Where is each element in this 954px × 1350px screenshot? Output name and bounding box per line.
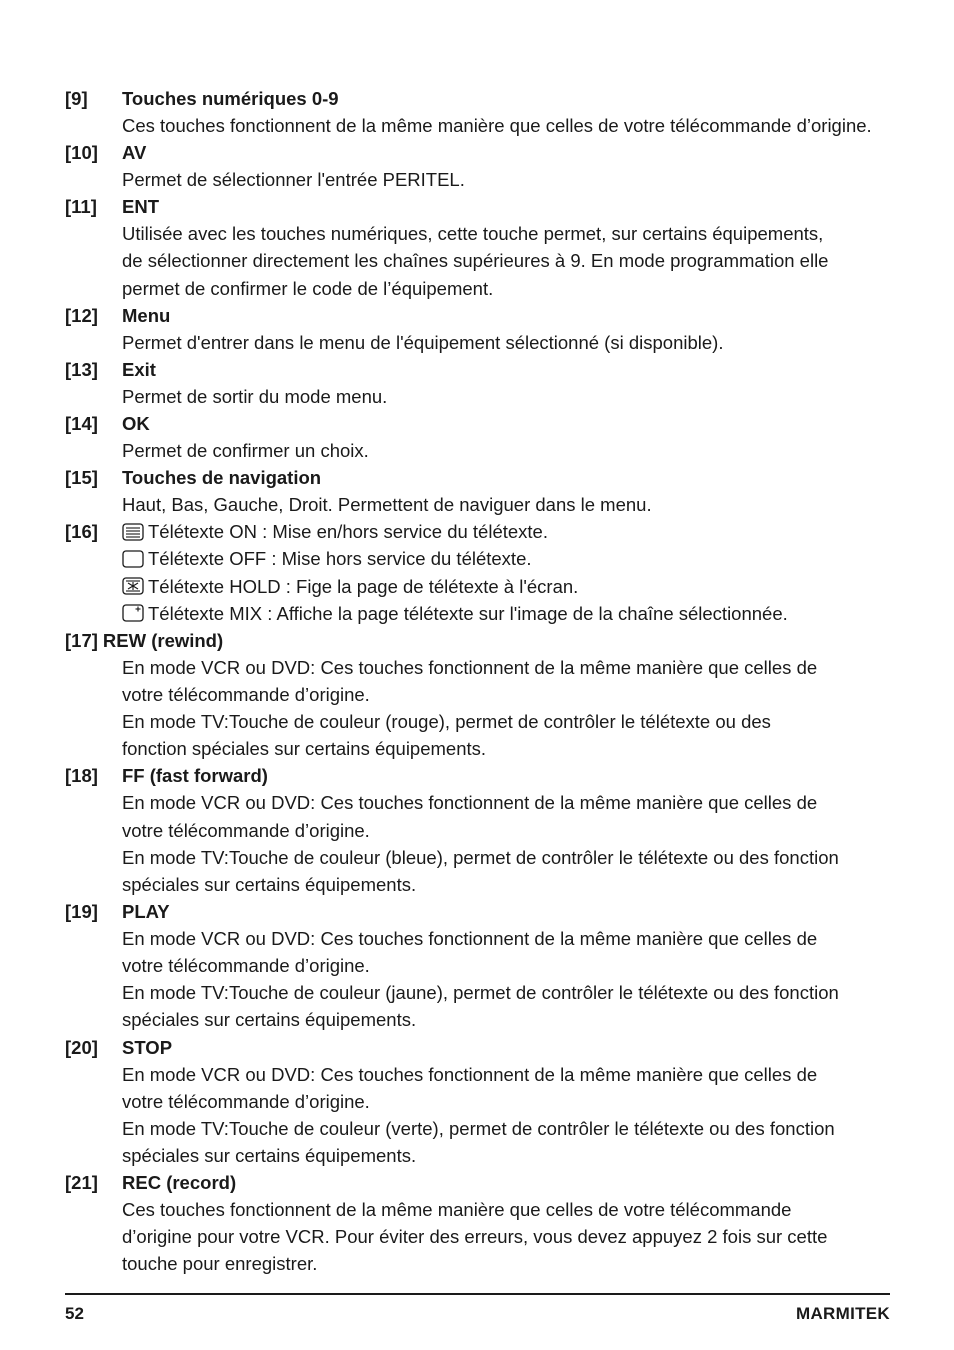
entry-heading	[65, 356, 895, 383]
entry-description-line: En mode VCR ou DVD: Ces touches fonctionnent de la même manière que celles de	[122, 792, 818, 814]
entry-number: [9]	[65, 88, 88, 109]
entry-description-line: spéciales sur certains équipements.	[122, 1009, 417, 1031]
key-entry	[65, 762, 895, 898]
key-entry	[65, 898, 895, 1034]
key-entry	[65, 193, 895, 301]
entry-heading	[65, 1169, 895, 1196]
brand-name: MARMITEK	[796, 1304, 890, 1323]
entry-heading	[65, 1034, 895, 1061]
entry-description-line: Ces touches fonctionnent de la même manière que celles de votre télécommande d’origine.	[122, 115, 872, 136]
key-entry	[65, 356, 895, 410]
entry-number: [12]	[65, 304, 98, 326]
entry-description-line: En mode VCR ou DVD: Ces touches fonctionnent de la même manière que celles de	[122, 1063, 818, 1085]
entry-heading	[65, 139, 895, 166]
teletext-description: Télétexte OFF : Mise hors service du télétexte.	[148, 548, 532, 570]
key-entry	[65, 410, 895, 464]
entry-title: STOP	[122, 1036, 173, 1058]
entry-number: [14]	[65, 412, 98, 434]
entry-description-line: Permet de sélectionner l'entrée PERITEL.	[122, 169, 465, 191]
entry-title: REW (rewind)	[102, 629, 224, 651]
entry-description-line: votre télécommande d’origine.	[122, 683, 370, 705]
entry-number: [19]	[65, 900, 98, 922]
key-entry	[65, 85, 895, 139]
entry-title: Menu	[122, 304, 171, 326]
entry-heading	[65, 193, 895, 220]
entry-number: [16]	[65, 521, 98, 543]
entry-title: FF (fast forward)	[122, 765, 268, 787]
entry-heading	[65, 898, 895, 925]
entry-title: ENT	[122, 196, 159, 218]
entry-title: PLAY	[122, 900, 170, 922]
page-number: 52	[65, 1304, 84, 1323]
entry-heading	[65, 410, 895, 437]
entry-description-line: spéciales sur certains équipements.	[122, 1144, 417, 1166]
entry-title: OK	[122, 412, 150, 434]
teletext-item	[65, 518, 895, 545]
entry-description-line: En mode VCR ou DVD: Ces touches fonctionnent de la même manière que celles de	[122, 927, 818, 949]
entry-number: [11]	[65, 196, 97, 218]
entry-description-line: Haut, Bas, Gauche, Droit. Permettent de naviguer dans le menu.	[122, 494, 652, 516]
teletext-on-icon	[122, 523, 148, 541]
entry-description-line: votre télécommande d’origine.	[122, 819, 370, 841]
entry-number: [15]	[65, 467, 98, 489]
entry-description-line: spéciales sur certains équipements.	[122, 873, 417, 895]
entry-title: Touches de navigation	[122, 467, 322, 489]
entry-title: AV	[122, 142, 147, 164]
entry-title: Touches numériques 0-9	[122, 88, 339, 109]
entry-title: REC (record)	[122, 1172, 237, 1194]
teletext-entry	[65, 518, 895, 627]
key-entry	[65, 627, 895, 763]
entry-description-line: Permet d'entrer dans le menu de l'équipement sélectionné (si disponible).	[122, 331, 724, 353]
entry-description-line: touche pour enregistrer.	[122, 1253, 318, 1275]
entry-description-line: permet de confirmer le code de l’équipement.	[122, 277, 494, 299]
teletext-item	[122, 600, 895, 627]
entry-description-line: de sélectionner directement les chaînes supérieures à 9. En mode programmation elle	[122, 250, 829, 272]
entry-number: [13]	[65, 358, 98, 380]
entry-number: [20]	[65, 1036, 98, 1058]
key-descriptions	[65, 85, 895, 1278]
entry-description-line: Permet de confirmer un choix.	[122, 439, 369, 461]
teletext-description: Télétexte HOLD : Fige la page de télétexte à l'écran.	[148, 575, 579, 597]
teletext-description: Télétexte ON : Mise en/hors service du télétexte.	[148, 521, 548, 543]
key-entry	[65, 139, 895, 193]
entry-description-line: d’origine pour votre VCR. Pour éviter des erreurs, vous devez appuyez 2 fois sur cette	[122, 1226, 828, 1248]
key-entry	[65, 1034, 895, 1170]
entry-description-line: En mode TV:Touche de couleur (bleue), permet de contrôler le télétexte ou des fonction	[122, 846, 839, 868]
teletext-item	[122, 545, 895, 572]
entry-number: [18]	[65, 765, 98, 787]
teletext-item	[122, 573, 895, 600]
entry-heading	[65, 302, 895, 329]
teletext-mix-icon	[122, 604, 148, 622]
entry-description-line: fonction spéciales sur certains équipements.	[122, 738, 487, 760]
entry-description-line: votre télécommande d’origine.	[122, 1090, 370, 1112]
entry-description-line: En mode TV:Touche de couleur (rouge), permet de contrôler le télétexte ou des	[122, 711, 771, 733]
entry-number: [10]	[65, 142, 98, 164]
entry-description-line: votre télécommande d’origine.	[122, 955, 370, 977]
entry-number: [17]	[65, 629, 98, 651]
entry-description-line: Utilisée avec les touches numériques, cette touche permet, sur certains équipements,	[122, 223, 824, 245]
teletext-description: Télétexte MIX : Affiche la page télétexte sur l'image de la chaîne sélectionnée.	[148, 602, 788, 624]
entry-description-line: En mode VCR ou DVD: Ces touches fonctionnent de la même manière que celles de	[122, 656, 818, 678]
entry-heading	[65, 85, 895, 112]
entry-heading	[65, 627, 895, 654]
entry-description-line: En mode TV:Touche de couleur (jaune), permet de contrôler le télétexte ou des fonction	[122, 982, 839, 1004]
teletext-hold-icon	[122, 577, 148, 595]
teletext-off-icon	[122, 550, 148, 568]
key-entry	[65, 1169, 895, 1277]
entry-heading	[65, 464, 895, 491]
entry-description-line: En mode TV:Touche de couleur (verte), permet de contrôler le télétexte ou des fonction	[122, 1117, 835, 1139]
entry-heading	[65, 762, 895, 789]
key-entry	[65, 464, 895, 518]
entry-description-line: Ces touches fonctionnent de la même manière que celles de votre télécommande	[122, 1199, 792, 1221]
entry-title: Exit	[122, 358, 156, 380]
footer-divider	[65, 1293, 890, 1295]
entry-number: [21]	[65, 1172, 98, 1194]
key-entry	[65, 302, 895, 356]
entry-description-line: Permet de sortir du mode menu.	[122, 385, 388, 407]
